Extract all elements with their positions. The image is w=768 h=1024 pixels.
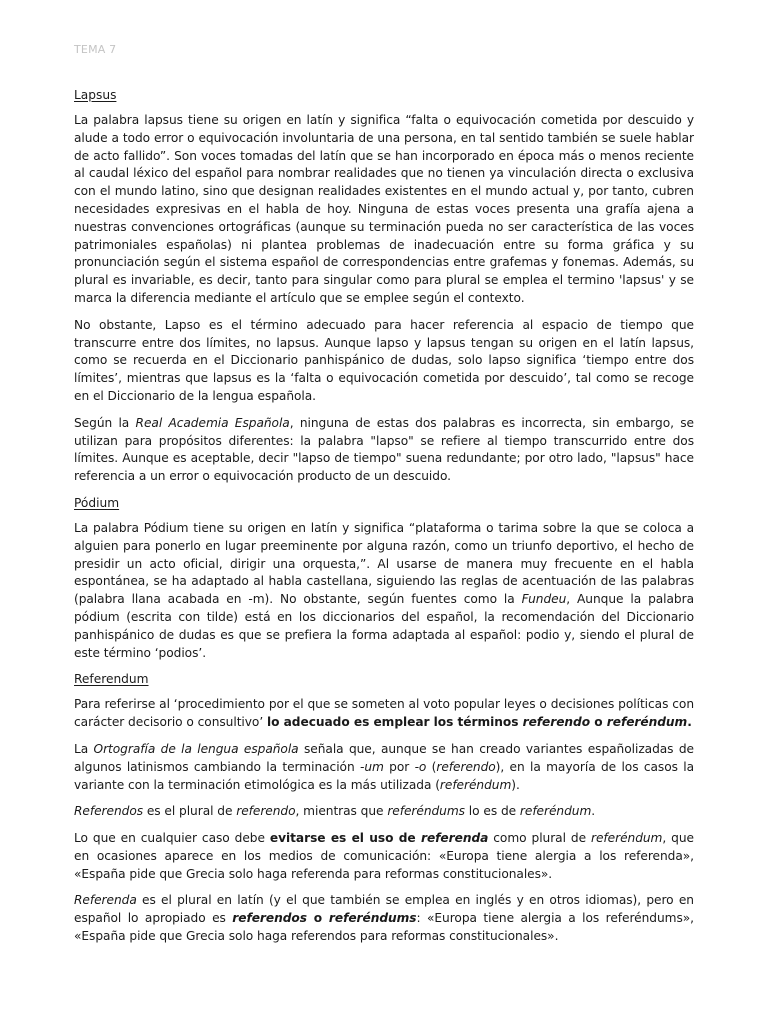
text-run: Lo que en cualquier caso debe — [74, 831, 270, 846]
italic-run: referéndum — [606, 715, 688, 730]
bold-run — [270, 831, 488, 845]
referendum-paragraph-3 — [74, 803, 694, 821]
italic-run: referendos — [232, 911, 307, 926]
text-run: , que en ocasiones aparece en los medios de comunicación: «Europa tiene alergia a los referenda», «España pide que Grecia solo haga referenda para reformas constitucionales». — [74, 831, 694, 881]
italic-run: referendo — [436, 759, 496, 774]
italic-run: referéndums — [328, 911, 417, 926]
referendum-paragraph-5 — [74, 892, 694, 945]
bold-run — [267, 715, 692, 729]
section-heading-lapsus: Lapsus — [74, 88, 117, 102]
text-run: : «Europa tiene alergia a los referéndums», «España pide que Grecia solo haga referendos para reformas constitucionales». — [74, 911, 694, 944]
lapsus-paragraph-3 — [74, 415, 694, 486]
text-run: , Aunque la palabra pódium (escrita con tilde) está en los diccionarios del español, la recomendación del Diccionario panhispánico de dudas es que se prefiera la forma adaptada al español: podio y, siendo el plural de este término ‘podios’. — [74, 592, 694, 660]
italic-run: Ortografía de la lengua española — [93, 741, 299, 756]
text-run: , mientras que — [295, 804, 388, 819]
italic-run: Real Academia Española — [135, 415, 290, 430]
italic-run: -o — [414, 759, 427, 774]
text-run: como plural de — [488, 831, 592, 846]
text-run: es el plural en latín (y el que también se emplea en inglés y en otros idiomas), pero en español lo apropiado es — [74, 893, 694, 926]
italic-run: referendo — [236, 804, 296, 819]
text-run: lo adecuado es emplear los términos — [266, 715, 523, 730]
referendum-paragraph-4 — [74, 830, 694, 883]
lapsus-paragraph-2: No obstante, Lapso es el término adecuado para hacer referencia al espacio de tiempo que transcurre entre dos límites, no lapsus. Aunque lapso y lapsus tengan su origen en el latín lapsus, como se recuerda en el Diccionario panhispánico de dudas, solo lapso significa ‘tiempo entre dos límites’, mientras que lapsus es la ‘falta o equivocación cometida por descuido’, tal como se recoge en el Diccionario de la lengua española. — [74, 317, 694, 403]
text-run: ). — [511, 777, 520, 792]
text-run: , ninguna de estas dos palabras es incorrecta, sin embargo, se utilizan para propósitos diferentes: la palabra "lapso" se refiere al tiempo transcurrido entre dos límites. Aunque es aceptable, decir "lapso de tiempo" suena redundante; por otro lado, "lapsus" hace referencia a un error o equivocación producto de un descuido. — [74, 415, 694, 484]
italic-run: referéndums — [387, 804, 465, 819]
italic-run: referéndum — [439, 777, 512, 792]
text-run: o — [590, 715, 607, 730]
section-heading-referendum: Referendum — [74, 672, 149, 687]
italic-run: Fundeu — [521, 592, 567, 607]
italic-run: Referendos — [74, 804, 144, 819]
section-heading-podium: Pódium — [74, 495, 120, 510]
text-run: evitarse es el uso de — [269, 831, 421, 846]
italic-run: referéndum — [519, 804, 592, 819]
text-run: ), en la mayoría de los casos la variante con la terminación etimológica es la más utilizada ( — [74, 759, 695, 792]
italic-run: referéndum — [591, 831, 663, 846]
italic-run: -um — [359, 759, 384, 774]
podium-paragraph-1 — [74, 520, 694, 662]
italic-run: Referenda — [74, 893, 137, 908]
text-run: por — [383, 759, 415, 774]
text-run: La palabra Pódium tiene su origen en latín y significa “plataforma o tarima sobre la que se coloca a alguien para ponerlo en lugar preeminente por alguna razón, como un triunfo deportivo, el hecho de presidir un acto oficial, dirigir una orquesta,”. Al usarse de manera muy frecuente en el habla espontánea, se ha adaptado al habla castellana, siguiendo las reglas de acentuación de las palabras (palabra llana acabada en -m). No obstante, según fuentes como la — [74, 520, 694, 607]
referendum-paragraph-1 — [74, 696, 694, 732]
text-run: La — [74, 741, 94, 756]
text-run: Según la — [74, 415, 136, 430]
text-run: o — [306, 911, 329, 926]
bold-run — [232, 911, 416, 925]
referendum-paragraph-2 — [74, 741, 694, 794]
text-run: . — [591, 804, 596, 819]
text-run: . — [687, 715, 692, 730]
text-run: Para referirse al ‘procedimiento por el que se someten al voto popular leyes o decisiones políticas con carácter decisorio o consultivo’ — [74, 697, 694, 730]
text-run: ( — [426, 759, 437, 774]
italic-run: referendo — [522, 715, 591, 730]
text-run: lo es de — [464, 804, 520, 819]
text-run: señala que, aunque se han creado variantes españolizadas de algunos latinismos cambiando la terminación — [74, 741, 695, 774]
page-header: TEMA 7 — [74, 43, 117, 56]
lapsus-paragraph-1: La palabra lapsus tiene su origen en latín y significa “falta o equivocación cometida por descuido y alude a todo error o equivocación involuntaria de una persona, en tal sentido también se suele hablar de acto fallido”. Son voces tomadas del latín que se han incorporado en época más o menos reciente al caudal léxico del español para nombrar realidades que no tienen ya vinculación directa o exclusiva con el mundo latino, sino que designan realidades existentes en el mundo actual y, por tanto, cubren necesidades expresivas en el habla de hoy. Ninguna de estas voces presenta una grafía ajena a nuestras convenciones ortográficas (aunque su terminación pueda no ser característica de las voces patrimoniales españolas) ni plantea problemas de inadecuación entre su forma gráfica y su pronunciación según el sistema español de correspondencias entre grafemas y fonemas. Además, su plural es invariable, es decir, tanto para singular como para plural se emplea el termino 'lapsus' y se marca la diferencia mediante el artículo que se emplee según el contexto. — [74, 113, 694, 305]
text-run: es el plural de — [143, 804, 237, 819]
italic-run: referenda — [421, 831, 489, 846]
